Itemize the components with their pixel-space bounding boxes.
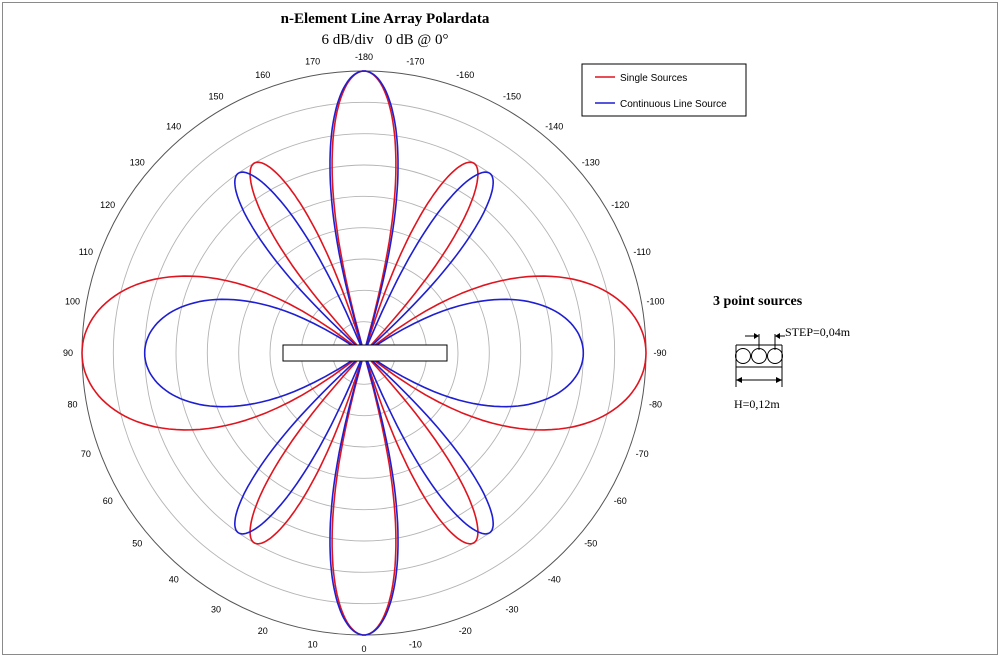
single-sources-lobe bbox=[250, 162, 364, 353]
angle-tick-label: 140 bbox=[166, 121, 182, 132]
angle-tick-label: -140 bbox=[545, 121, 564, 132]
angle-tick-label: 130 bbox=[129, 157, 145, 168]
single-sources-lobe bbox=[332, 353, 396, 635]
angle-tick-label: -180 bbox=[354, 52, 374, 62]
point-sources-title: 3 point sources bbox=[713, 294, 803, 309]
chart-subtitle: 6 dB/div 0 dB @ 0° bbox=[321, 32, 449, 48]
angle-tick-label: -130 bbox=[581, 157, 600, 168]
angle-tick-label: 110 bbox=[78, 246, 94, 257]
angle-tick-label: 160 bbox=[255, 69, 271, 80]
legend-label-single: Single Sources bbox=[620, 73, 688, 84]
chart-title: n-Element Line Array Polardata bbox=[280, 11, 490, 27]
angle-tick-label: -30 bbox=[505, 604, 519, 615]
angle-tick-label: -170 bbox=[406, 56, 425, 67]
single-sources-lobe bbox=[250, 353, 364, 544]
legend bbox=[582, 64, 746, 116]
angle-tick-label: -90 bbox=[653, 348, 667, 358]
angle-tick-label: -70 bbox=[635, 449, 649, 460]
single-sources-lobe bbox=[364, 162, 478, 353]
angle-tick-label: -40 bbox=[547, 574, 561, 585]
angle-tick-label: 100 bbox=[64, 296, 81, 307]
angle-tick-label: 50 bbox=[132, 538, 143, 549]
angle-tick-label: 170 bbox=[305, 56, 321, 67]
angle-tick-label: -160 bbox=[456, 69, 475, 80]
angle-tick-label: 40 bbox=[168, 574, 179, 585]
angle-tick-label: -50 bbox=[584, 538, 598, 549]
point-source-1 bbox=[736, 349, 751, 364]
angle-tick-label: 60 bbox=[102, 496, 113, 506]
step-arrowhead-left bbox=[754, 333, 759, 339]
continuous-line-source-lobe bbox=[330, 353, 398, 635]
step-arrowhead-right bbox=[775, 333, 780, 339]
angle-tick-label: -60 bbox=[613, 496, 627, 506]
continuous-line-source-lobe bbox=[364, 172, 493, 353]
angle-tick-label: -10 bbox=[408, 639, 422, 650]
angle-tick-label: -100 bbox=[646, 296, 665, 307]
point-source-3 bbox=[768, 349, 783, 364]
angle-tick-label: 80 bbox=[67, 399, 78, 410]
single-sources-lobe bbox=[364, 353, 478, 544]
continuous-line-source-lobe bbox=[235, 353, 364, 534]
angle-tick-label: -150 bbox=[502, 91, 522, 102]
continuous-line-source-lobe bbox=[235, 172, 364, 353]
height-arrowhead-left bbox=[736, 377, 742, 383]
line-array-element bbox=[283, 345, 447, 361]
angle-tick-label: 20 bbox=[257, 626, 268, 637]
legend-label-continuous: Continuous Line Source bbox=[620, 99, 727, 110]
angle-tick-label: -110 bbox=[633, 246, 651, 257]
angle-tick-label: 70 bbox=[80, 449, 91, 460]
angle-tick-label: 120 bbox=[100, 200, 116, 210]
angle-tick-label: 10 bbox=[307, 639, 318, 650]
step-label: STEP=0,04m bbox=[785, 325, 851, 339]
angle-tick-label: 0 bbox=[361, 644, 367, 654]
angle-tick-label: -20 bbox=[458, 626, 472, 637]
angle-tick-label: -80 bbox=[648, 399, 663, 410]
continuous-line-source-lobe bbox=[330, 71, 398, 353]
height-label: H=0,12m bbox=[734, 397, 780, 411]
continuous-line-source-lobe bbox=[364, 353, 493, 534]
single-sources-lobe bbox=[332, 71, 396, 353]
angle-tick-label: 150 bbox=[208, 91, 224, 102]
angle-tick-label: 30 bbox=[210, 604, 222, 615]
height-arrowhead-right bbox=[776, 377, 782, 383]
point-source-2 bbox=[752, 349, 767, 364]
angle-tick-label: 90 bbox=[62, 348, 74, 358]
angle-tick-label: -120 bbox=[611, 200, 630, 210]
point-source-diagram bbox=[713, 294, 851, 411]
